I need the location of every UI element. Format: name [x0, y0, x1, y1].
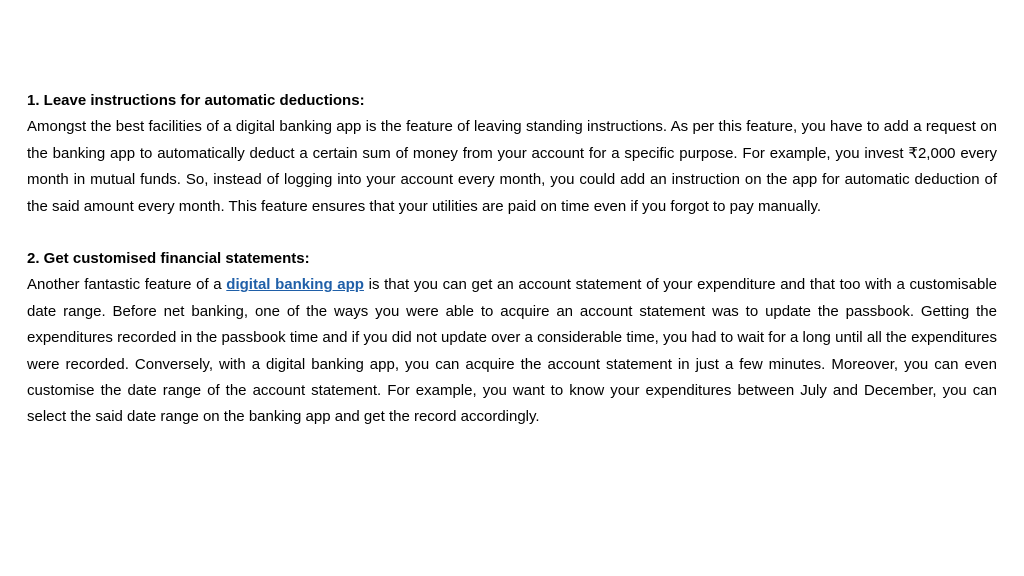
paragraph-text: is that you can get an account statement of your expenditure and that too with a customisable date range. Before net banking, one of the ways you were able to acquire an account statement was to update the passbook. Getting the expenditures recorded in the passbook time and if you did not update over a considerable time, you had to wait for a long until all the expenditures were recorded. Conversely, with a digital banking app, you can acquire the account statement in just a few minutes. Moreover, you can even customise the date range of the account statement. For example, you want to know your expenditures between July and December, you can select the said date range on the banking app and get the record accordingly.: [27, 276, 998, 426]
paragraph-text: Another fantastic feature of a: [27, 276, 227, 294]
section-heading: 2. Get customised financial statements:: [27, 250, 310, 268]
section-paragraph: [27, 272, 997, 430]
document-body: [27, 88, 997, 431]
digital-banking-app-link[interactable]: digital banking app: [226, 276, 364, 294]
section-heading: 1. Leave instructions for automatic deductions:: [27, 92, 365, 109]
section-paragraph: Amongst the best facilities of a digital banking app is the feature of leaving standing instructions. As per this feature, you have to add a request on the banking app to automatically deduct a certain sum of money from your account for a specific purpose. For example, you invest ₹2,000 every month in mutual funds. So, instead of logging into your account every month, you could add an instruction on the app for automatic deduction of the said amount every month. This feature ensures that your utilities are paid on time even if you forgot to pay manually.: [27, 118, 997, 215]
section-customised-statements: [27, 246, 997, 431]
section-automatic-deductions: [27, 88, 997, 220]
